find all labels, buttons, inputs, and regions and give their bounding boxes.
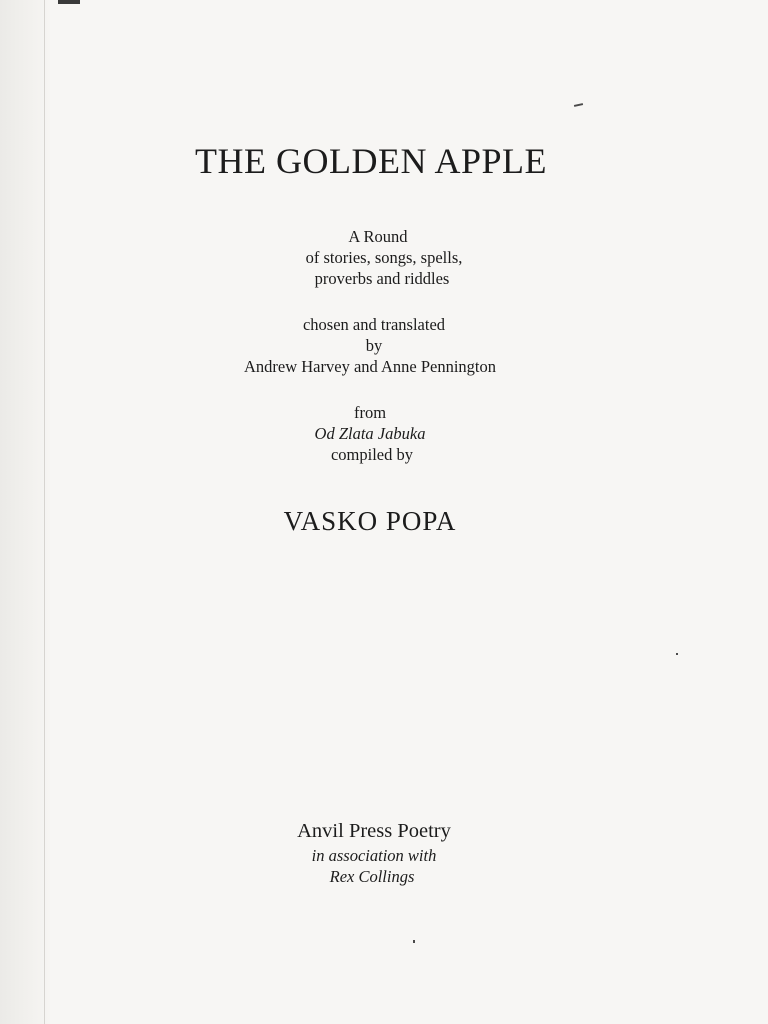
ink-speck xyxy=(574,103,583,107)
translation-line-2: by xyxy=(365,336,383,355)
ink-speck xyxy=(413,940,415,943)
subtitle-line-3: proverbs and riddles xyxy=(314,269,450,288)
author-name: VASKO POPA xyxy=(283,506,457,536)
original-title: Od Zlata Jabuka xyxy=(314,424,426,443)
subtitle-line-2: of stories, songs, spells, xyxy=(305,248,463,267)
publisher-name: Anvil Press Poetry xyxy=(297,820,451,842)
book-title: THE GOLDEN APPLE xyxy=(195,141,547,181)
source-from: from xyxy=(353,403,387,422)
corner-mark xyxy=(58,0,80,4)
association-text: in association with xyxy=(311,846,437,865)
translation-line-1: chosen and translated xyxy=(302,315,446,334)
compiled-by: compiled by xyxy=(330,445,414,464)
partner-publisher: Rex Collings xyxy=(329,867,415,886)
subtitle-line-1: A Round xyxy=(348,227,408,246)
ink-speck xyxy=(676,653,678,655)
translators: Andrew Harvey and Anne Pennington xyxy=(243,357,497,376)
